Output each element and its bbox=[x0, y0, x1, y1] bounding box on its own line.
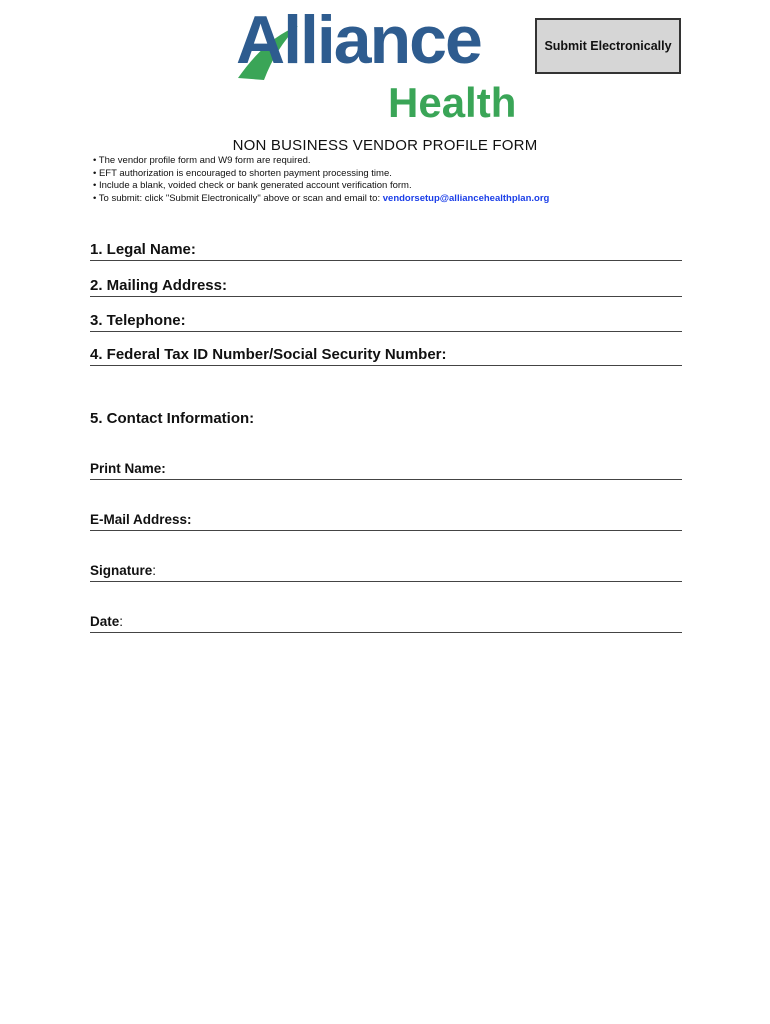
telephone-label: 3. Telephone: bbox=[90, 312, 186, 329]
date-label-text: Date bbox=[90, 614, 120, 629]
signature-label-text: Signature bbox=[90, 563, 153, 578]
form-title: NON BUSINESS VENDOR PROFILE FORM bbox=[232, 137, 538, 154]
list-item: • EFT authorization is encouraged to shorten payment processing time. bbox=[93, 168, 549, 181]
list-item: • Include a blank, voided check or bank generated account verification form. bbox=[93, 180, 549, 193]
logo-word-alliance: Alliance bbox=[236, 2, 481, 78]
print-name-field[interactable] bbox=[90, 460, 682, 480]
submit-instruction-text: To submit: click "Submit Electronically" above or scan and email to: bbox=[98, 192, 383, 204]
logo-word-health: Health bbox=[388, 79, 517, 126]
date-field[interactable] bbox=[90, 613, 682, 633]
legal-name-label: 1. Legal Name: bbox=[90, 241, 196, 258]
signature-field[interactable] bbox=[90, 562, 682, 582]
email-address-label: E-Mail Address: bbox=[90, 512, 192, 527]
mailing-address-field[interactable] bbox=[90, 277, 682, 297]
print-name-label: Print Name: bbox=[90, 461, 166, 476]
tax-id-field[interactable] bbox=[90, 346, 682, 366]
email-address-field[interactable] bbox=[90, 511, 682, 531]
date-colon: : bbox=[119, 614, 124, 629]
contact-info-heading: 5. Contact Information: bbox=[90, 410, 255, 427]
telephone-field[interactable] bbox=[90, 312, 682, 332]
alliance-health-logo bbox=[236, 2, 518, 126]
signature-colon: : bbox=[152, 563, 157, 578]
tax-id-label: 4. Federal Tax ID Number/Social Security Number: bbox=[90, 346, 447, 363]
list-item: • The vendor profile form and W9 form are required. bbox=[93, 155, 549, 168]
mailing-address-label: 2. Mailing Address: bbox=[90, 277, 227, 294]
date-label bbox=[90, 613, 682, 632]
submit-electronically-button[interactable]: Submit Electronically bbox=[535, 18, 681, 74]
signature-label bbox=[90, 562, 682, 581]
legal-name-field[interactable] bbox=[90, 241, 682, 261]
list-item bbox=[93, 193, 549, 206]
instructions-list bbox=[93, 155, 549, 205]
email-link[interactable]: vendorsetup@alliancehealthplan.org bbox=[382, 192, 550, 204]
